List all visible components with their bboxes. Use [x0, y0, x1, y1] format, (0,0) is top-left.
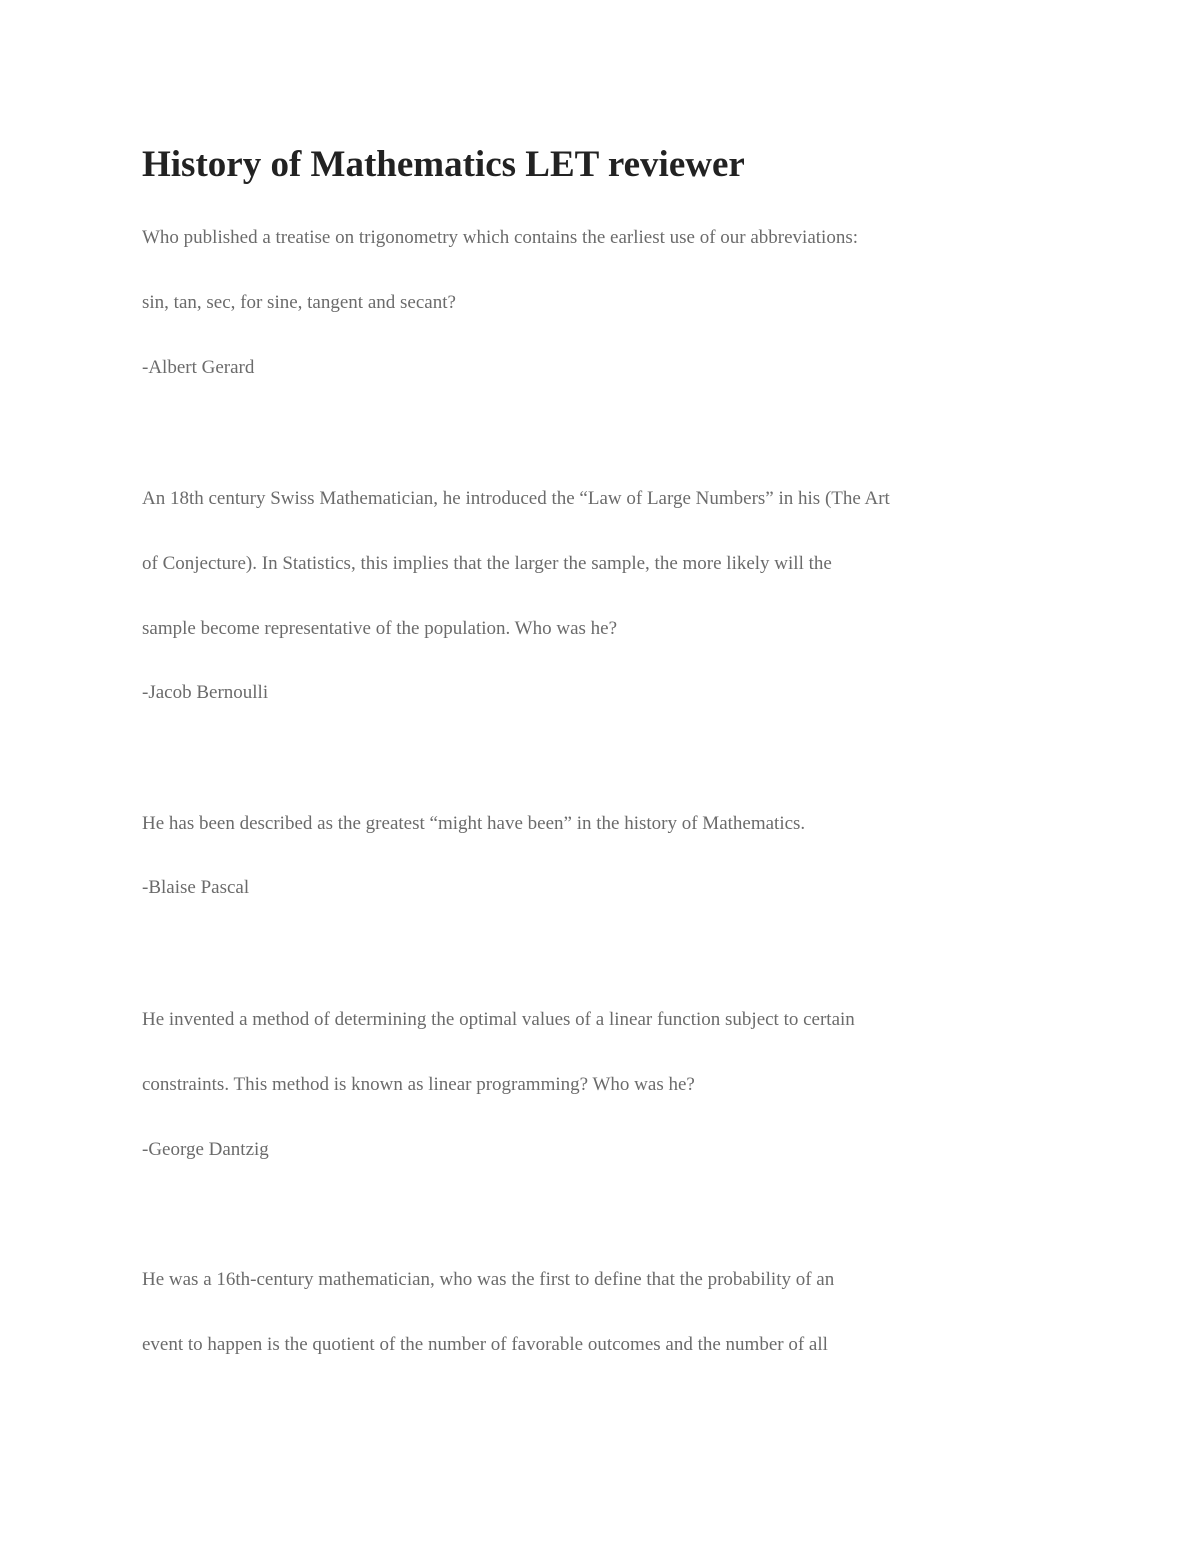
question-3-line-1: He has been described as the greatest “might have been” in the history of Mathematics. — [142, 813, 806, 834]
question-4-line-1: He invented a method of determining the optimal values of a linear function subject to certain — [142, 1009, 855, 1030]
question-1-line-2: sin, tan, sec, for sine, tangent and secant? — [142, 292, 456, 313]
answer-3: -Blaise Pascal — [142, 877, 250, 898]
question-4-line-2: constraints. This method is known as linear programming? Who was he? — [142, 1074, 695, 1095]
question-2-line-3: sample become representative of the population. Who was he? — [142, 618, 618, 639]
question-1-line-1: Who published a treatise on trigonometry which contains the earliest use of our abbreviations: — [142, 227, 858, 248]
question-2-line-1: An 18th century Swiss Mathematician, he introduced the “Law of Large Numbers” in his (The Art — [142, 488, 890, 509]
question-5-line-2: event to happen is the quotient of the number of favorable outcomes and the number of all — [142, 1334, 828, 1355]
question-2-line-2: of Conjecture). In Statistics, this implies that the larger the sample, the more likely will the — [142, 553, 832, 574]
question-5-line-1: He was a 16th-century mathematician, who was the first to define that the probability of an — [142, 1269, 835, 1290]
answer-2: -Jacob Bernoulli — [142, 682, 269, 703]
answer-4: -George Dantzig — [142, 1139, 269, 1160]
answer-1: -Albert Gerard — [142, 357, 255, 378]
document-title: History of Mathematics LET reviewer — [142, 144, 745, 185]
